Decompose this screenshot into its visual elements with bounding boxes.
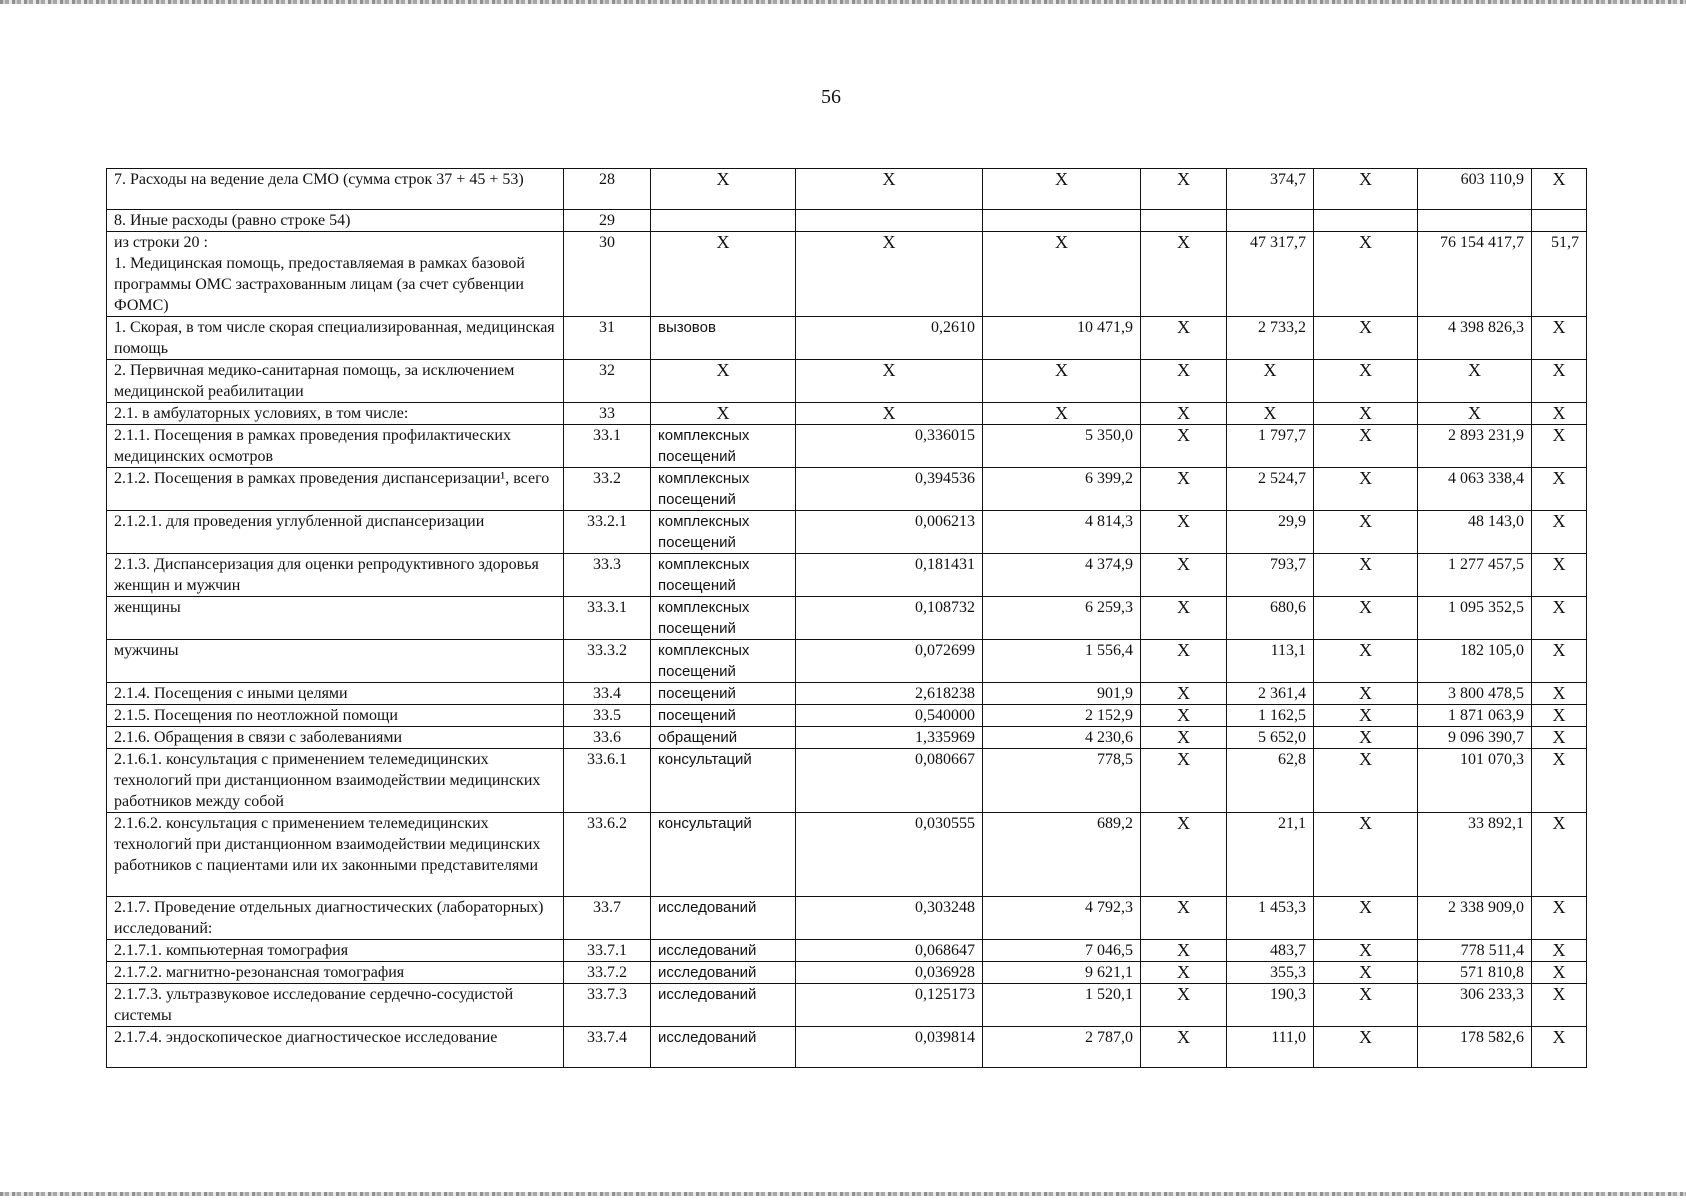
cell-cost-norm: 4 814,3 <box>983 511 1141 554</box>
cell-amount-oms <box>1418 210 1532 232</box>
cell-cost-per-capita-budget: Х <box>1141 425 1227 468</box>
cell-unit: Х <box>651 169 796 210</box>
cell-unit: консультаций <box>651 749 796 813</box>
cell-amount-oms: 2 893 231,9 <box>1418 425 1532 468</box>
cell-row-code: 33.7.4 <box>564 1027 651 1068</box>
cell-cost-per-capita-budget: Х <box>1141 683 1227 705</box>
cell-cost-per-capita-oms: 29,9 <box>1227 511 1314 554</box>
cell-row-code: 33.7.3 <box>564 984 651 1027</box>
table-row <box>107 468 1587 511</box>
cell-amount-oms: 1 095 352,5 <box>1418 597 1532 640</box>
cell-amount-budget <box>1314 210 1418 232</box>
cell-amount-budget: Х <box>1314 511 1418 554</box>
table-row <box>107 683 1587 705</box>
cell-volume-norm: 0,072699 <box>796 640 983 683</box>
cell-unit: консультаций <box>651 813 796 897</box>
table-row <box>107 597 1587 640</box>
cell-share-percent: Х <box>1532 897 1587 940</box>
cell-volume-norm: 2,618238 <box>796 683 983 705</box>
cell-cost-per-capita-budget: Х <box>1141 554 1227 597</box>
cell-volume-norm: 0,336015 <box>796 425 983 468</box>
cell-row-code: 33.3.2 <box>564 640 651 683</box>
cell-indicator: 2.1.6.1. консультация с применением телемедицинских технологий при дистанционном взаимодействии медицинских работников между собой <box>107 749 564 813</box>
cell-share-percent: Х <box>1532 640 1587 683</box>
cell-amount-budget: Х <box>1314 940 1418 962</box>
cell-indicator: 2.1.7.4. эндоскопическое диагностическое исследование <box>107 1027 564 1068</box>
cell-cost-per-capita-budget: Х <box>1141 749 1227 813</box>
cell-share-percent: Х <box>1532 317 1587 360</box>
cell-indicator: 2.1.1. Посещения в рамках проведения профилактических медицинских осмотров <box>107 425 564 468</box>
cell-share-percent: Х <box>1532 425 1587 468</box>
table-row <box>107 640 1587 683</box>
cell-amount-budget: Х <box>1314 640 1418 683</box>
cell-indicator: 2.1.7.1. компьютерная томография <box>107 940 564 962</box>
cell-share-percent: Х <box>1532 984 1587 1027</box>
cell-amount-oms: 9 096 390,7 <box>1418 727 1532 749</box>
cell-row-code: 29 <box>564 210 651 232</box>
cell-amount-oms: 4 063 338,4 <box>1418 468 1532 511</box>
cell-amount-budget: Х <box>1314 403 1418 425</box>
cell-cost-per-capita-oms: Х <box>1227 403 1314 425</box>
cell-row-code: 31 <box>564 317 651 360</box>
cell-unit: исследований <box>651 962 796 984</box>
cell-amount-oms: 2 338 909,0 <box>1418 897 1532 940</box>
cell-volume-norm: 0,540000 <box>796 705 983 727</box>
cell-indicator: 2.1.2. Посещения в рамках проведения диспансеризации¹, всего <box>107 468 564 511</box>
cell-volume-norm: 0,068647 <box>796 940 983 962</box>
cell-cost-norm: 9 621,1 <box>983 962 1141 984</box>
table-row <box>107 232 1587 317</box>
cell-row-code: 33.1 <box>564 425 651 468</box>
cell-cost-per-capita-oms: 2 733,2 <box>1227 317 1314 360</box>
cell-cost-norm: 689,2 <box>983 813 1141 897</box>
cell-share-percent: Х <box>1532 727 1587 749</box>
cell-volume-norm: Х <box>796 169 983 210</box>
cell-share-percent: Х <box>1532 1027 1587 1068</box>
data-table <box>106 168 1587 1068</box>
cell-row-code: 33.6.1 <box>564 749 651 813</box>
cell-cost-per-capita-oms: 1 453,3 <box>1227 897 1314 940</box>
cell-cost-per-capita-budget: Х <box>1141 360 1227 403</box>
cell-row-code: 33 <box>564 403 651 425</box>
cell-amount-budget: Х <box>1314 705 1418 727</box>
cell-amount-oms: 571 810,8 <box>1418 962 1532 984</box>
cell-volume-norm: 0,036928 <box>796 962 983 984</box>
cell-share-percent <box>1532 210 1587 232</box>
table-row <box>107 984 1587 1027</box>
cell-unit <box>651 210 796 232</box>
cell-indicator: 2.1.2.1. для проведения углубленной диспансеризации <box>107 511 564 554</box>
cell-row-code: 33.2.1 <box>564 511 651 554</box>
cell-cost-per-capita-oms: 21,1 <box>1227 813 1314 897</box>
cell-cost-norm: 1 520,1 <box>983 984 1141 1027</box>
cell-volume-norm: 0,030555 <box>796 813 983 897</box>
cell-indicator: 2.1.4. Посещения с иными целями <box>107 683 564 705</box>
cell-cost-norm: 10 471,9 <box>983 317 1141 360</box>
cell-cost-per-capita-oms: 1 162,5 <box>1227 705 1314 727</box>
cell-amount-budget: Х <box>1314 232 1418 317</box>
cell-amount-oms: 778 511,4 <box>1418 940 1532 962</box>
cell-cost-per-capita-oms <box>1227 210 1314 232</box>
table-row <box>107 210 1587 232</box>
cell-amount-budget: Х <box>1314 813 1418 897</box>
cell-amount-budget: Х <box>1314 1027 1418 1068</box>
cell-cost-per-capita-budget: Х <box>1141 511 1227 554</box>
cell-amount-budget: Х <box>1314 683 1418 705</box>
cell-volume-norm: 0,2610 <box>796 317 983 360</box>
cell-amount-budget: Х <box>1314 962 1418 984</box>
cell-unit: исследований <box>651 984 796 1027</box>
cell-cost-per-capita-budget: Х <box>1141 727 1227 749</box>
cell-cost-per-capita-budget: Х <box>1141 897 1227 940</box>
cell-row-code: 33.2 <box>564 468 651 511</box>
cell-volume-norm: 0,181431 <box>796 554 983 597</box>
cell-indicator: 2. Первичная медико-санитарная помощь, за исключением медицинской реабилитации <box>107 360 564 403</box>
cell-indicator: 7. Расходы на ведение дела СМО (сумма строк 37 + 45 + 53) <box>107 169 564 210</box>
cell-amount-budget: Х <box>1314 597 1418 640</box>
cell-share-percent: Х <box>1532 468 1587 511</box>
cell-unit: посещений <box>651 705 796 727</box>
cell-row-code: 28 <box>564 169 651 210</box>
cell-amount-oms: 3 800 478,5 <box>1418 683 1532 705</box>
cell-amount-budget: Х <box>1314 425 1418 468</box>
cell-cost-per-capita-oms: 111,0 <box>1227 1027 1314 1068</box>
cell-cost-per-capita-budget: Х <box>1141 984 1227 1027</box>
cell-cost-per-capita-budget: Х <box>1141 813 1227 897</box>
cell-cost-per-capita-oms: 47 317,7 <box>1227 232 1314 317</box>
cell-indicator: 1. Скорая, в том числе скорая специализированная, медицинская помощь <box>107 317 564 360</box>
cell-amount-oms: 182 105,0 <box>1418 640 1532 683</box>
cell-amount-budget: Х <box>1314 468 1418 511</box>
cell-cost-norm: Х <box>983 232 1141 317</box>
cell-cost-per-capita-budget: Х <box>1141 403 1227 425</box>
table-row <box>107 403 1587 425</box>
cell-cost-norm: 4 792,3 <box>983 897 1141 940</box>
cell-cost-per-capita-oms: 190,3 <box>1227 984 1314 1027</box>
table-row <box>107 360 1587 403</box>
cell-amount-budget: Х <box>1314 317 1418 360</box>
cell-indicator: 8. Иные расходы (равно строке 54) <box>107 210 564 232</box>
cell-cost-per-capita-budget: Х <box>1141 232 1227 317</box>
cell-cost-per-capita-oms: 680,6 <box>1227 597 1314 640</box>
cell-amount-budget: Х <box>1314 749 1418 813</box>
cell-share-percent: Х <box>1532 597 1587 640</box>
table-row <box>107 425 1587 468</box>
table-row <box>107 511 1587 554</box>
cell-volume-norm: Х <box>796 360 983 403</box>
cell-indicator: 2.1.5. Посещения по неотложной помощи <box>107 705 564 727</box>
cell-cost-per-capita-oms: 113,1 <box>1227 640 1314 683</box>
cell-share-percent: Х <box>1532 511 1587 554</box>
cell-cost-per-capita-oms: 5 652,0 <box>1227 727 1314 749</box>
cell-cost-norm: Х <box>983 403 1141 425</box>
cell-cost-norm: 901,9 <box>983 683 1141 705</box>
cell-cost-norm: 6 259,3 <box>983 597 1141 640</box>
cell-amount-budget: Х <box>1314 554 1418 597</box>
cell-share-percent: Х <box>1532 683 1587 705</box>
cell-amount-oms: 1 871 063,9 <box>1418 705 1532 727</box>
cell-volume-norm: 0,303248 <box>796 897 983 940</box>
cell-amount-oms: Х <box>1418 403 1532 425</box>
cell-unit: исследований <box>651 1027 796 1068</box>
cell-amount-budget: Х <box>1314 727 1418 749</box>
cell-amount-budget: Х <box>1314 984 1418 1027</box>
cell-amount-oms: 33 892,1 <box>1418 813 1532 897</box>
cell-amount-oms: Х <box>1418 360 1532 403</box>
cell-amount-oms: 603 110,9 <box>1418 169 1532 210</box>
cell-row-code: 33.7.1 <box>564 940 651 962</box>
cell-share-percent: Х <box>1532 554 1587 597</box>
cell-volume-norm: Х <box>796 232 983 317</box>
cell-share-percent: Х <box>1532 962 1587 984</box>
cell-cost-norm: 4 374,9 <box>983 554 1141 597</box>
table-row <box>107 813 1587 897</box>
cell-indicator: 2.1.7.2. магнитно-резонансная томография <box>107 962 564 984</box>
cell-cost-norm: 2 787,0 <box>983 1027 1141 1068</box>
cell-amount-oms: 306 233,3 <box>1418 984 1532 1027</box>
cell-cost-per-capita-budget: Х <box>1141 317 1227 360</box>
cell-amount-budget: Х <box>1314 169 1418 210</box>
cell-cost-per-capita-budget: Х <box>1141 468 1227 511</box>
cell-share-percent: 51,7 <box>1532 232 1587 317</box>
table-row <box>107 897 1587 940</box>
cell-cost-per-capita-oms: 374,7 <box>1227 169 1314 210</box>
cell-cost-per-capita-oms: 2 524,7 <box>1227 468 1314 511</box>
cell-cost-norm: 6 399,2 <box>983 468 1141 511</box>
cell-cost-norm: 1 556,4 <box>983 640 1141 683</box>
cell-volume-norm: 0,039814 <box>796 1027 983 1068</box>
cell-cost-per-capita-oms: 62,8 <box>1227 749 1314 813</box>
cell-indicator: из строки 20 : 1. Медицинская помощь, предоставляемая в рамках базовой программы ОМС застрахованным лицам (за счет субвенции ФОМС) <box>107 232 564 317</box>
cell-cost-per-capita-oms: 2 361,4 <box>1227 683 1314 705</box>
cell-row-code: 33.4 <box>564 683 651 705</box>
cell-cost-norm: 2 152,9 <box>983 705 1141 727</box>
cell-row-code: 33.6.2 <box>564 813 651 897</box>
cell-row-code: 33.3.1 <box>564 597 651 640</box>
cell-indicator: 2.1.7. Проведение отдельных диагностических (лабораторных) исследований: <box>107 897 564 940</box>
table-row <box>107 317 1587 360</box>
cell-cost-norm: 7 046,5 <box>983 940 1141 962</box>
cell-volume-norm: 0,108732 <box>796 597 983 640</box>
cell-indicator: 2.1. в амбулаторных условиях, в том числе: <box>107 403 564 425</box>
cell-cost-norm: 4 230,6 <box>983 727 1141 749</box>
cell-unit: исследований <box>651 897 796 940</box>
cell-row-code: 33.6 <box>564 727 651 749</box>
cell-cost-per-capita-oms: Х <box>1227 360 1314 403</box>
cell-cost-per-capita-budget: Х <box>1141 940 1227 962</box>
cell-cost-per-capita-budget: Х <box>1141 169 1227 210</box>
cell-unit: Х <box>651 232 796 317</box>
cell-indicator: 2.1.7.3. ультразвуковое исследование сердечно-сосудистой системы <box>107 984 564 1027</box>
cell-indicator: женщины <box>107 597 564 640</box>
cell-volume-norm <box>796 210 983 232</box>
table-body <box>107 169 1587 1068</box>
cell-amount-oms: 1 277 457,5 <box>1418 554 1532 597</box>
cell-indicator: мужчины <box>107 640 564 683</box>
cell-row-code: 33.5 <box>564 705 651 727</box>
cell-cost-per-capita-budget: Х <box>1141 597 1227 640</box>
page-number: 56 <box>821 86 841 108</box>
cell-cost-per-capita-budget: Х <box>1141 705 1227 727</box>
cell-unit: комплексных посещений <box>651 554 796 597</box>
table-row <box>107 1027 1587 1068</box>
cell-indicator: 2.1.6.2. консультация с применением телемедицинских технологий при дистанционном взаимодействии медицинских работников с пациентами или их законными представителями <box>107 813 564 897</box>
cell-volume-norm: 0,006213 <box>796 511 983 554</box>
cell-share-percent: Х <box>1532 169 1587 210</box>
cell-cost-per-capita-oms: 793,7 <box>1227 554 1314 597</box>
cell-volume-norm: Х <box>796 403 983 425</box>
table-row <box>107 962 1587 984</box>
table-row <box>107 554 1587 597</box>
cell-share-percent: Х <box>1532 940 1587 962</box>
cell-unit: комплексных посещений <box>651 597 796 640</box>
cell-unit: комплексных посещений <box>651 511 796 554</box>
cell-indicator: 2.1.6. Обращения в связи с заболеваниями <box>107 727 564 749</box>
cell-cost-norm: 778,5 <box>983 749 1141 813</box>
cell-amount-oms: 4 398 826,3 <box>1418 317 1532 360</box>
cell-share-percent: Х <box>1532 813 1587 897</box>
cell-unit: Х <box>651 360 796 403</box>
cell-cost-per-capita-budget <box>1141 210 1227 232</box>
cell-unit: исследований <box>651 940 796 962</box>
cell-cost-per-capita-oms: 1 797,7 <box>1227 425 1314 468</box>
cell-cost-norm <box>983 210 1141 232</box>
cell-volume-norm: 0,394536 <box>796 468 983 511</box>
cell-share-percent: Х <box>1532 360 1587 403</box>
cell-indicator: 2.1.3. Диспансеризация для оценки репродуктивного здоровья женщин и мужчин <box>107 554 564 597</box>
cell-row-code: 33.7 <box>564 897 651 940</box>
table-row <box>107 749 1587 813</box>
scan-edge-top <box>0 0 1686 4</box>
cell-share-percent: Х <box>1532 403 1587 425</box>
cell-cost-norm: Х <box>983 360 1141 403</box>
cell-row-code: 33.3 <box>564 554 651 597</box>
cell-volume-norm: 0,125173 <box>796 984 983 1027</box>
cell-volume-norm: 1,335969 <box>796 727 983 749</box>
table-row <box>107 940 1587 962</box>
cell-cost-per-capita-budget: Х <box>1141 1027 1227 1068</box>
cell-share-percent: Х <box>1532 705 1587 727</box>
cell-row-code: 33.7.2 <box>564 962 651 984</box>
cell-cost-per-capita-oms: 355,3 <box>1227 962 1314 984</box>
cell-cost-per-capita-budget: Х <box>1141 962 1227 984</box>
cell-unit: вызовов <box>651 317 796 360</box>
table-row <box>107 169 1587 210</box>
cell-unit: комплексных посещений <box>651 468 796 511</box>
cell-unit: Х <box>651 403 796 425</box>
cell-cost-norm: Х <box>983 169 1141 210</box>
cell-unit: обращений <box>651 727 796 749</box>
cell-unit: комплексных посещений <box>651 640 796 683</box>
cell-unit: комплексных посещений <box>651 425 796 468</box>
cell-row-code: 30 <box>564 232 651 317</box>
cell-cost-norm: 5 350,0 <box>983 425 1141 468</box>
cell-amount-budget: Х <box>1314 360 1418 403</box>
cell-amount-oms: 101 070,3 <box>1418 749 1532 813</box>
cell-amount-oms: 48 143,0 <box>1418 511 1532 554</box>
scan-edge-bottom <box>0 1192 1686 1196</box>
cell-share-percent: Х <box>1532 749 1587 813</box>
cell-amount-oms: 178 582,6 <box>1418 1027 1532 1068</box>
cell-cost-per-capita-budget: Х <box>1141 640 1227 683</box>
table-row <box>107 705 1587 727</box>
cell-amount-budget: Х <box>1314 897 1418 940</box>
cell-volume-norm: 0,080667 <box>796 749 983 813</box>
cell-row-code: 32 <box>564 360 651 403</box>
cell-unit: посещений <box>651 683 796 705</box>
table-row <box>107 727 1587 749</box>
cell-cost-per-capita-oms: 483,7 <box>1227 940 1314 962</box>
cell-amount-oms: 76 154 417,7 <box>1418 232 1532 317</box>
